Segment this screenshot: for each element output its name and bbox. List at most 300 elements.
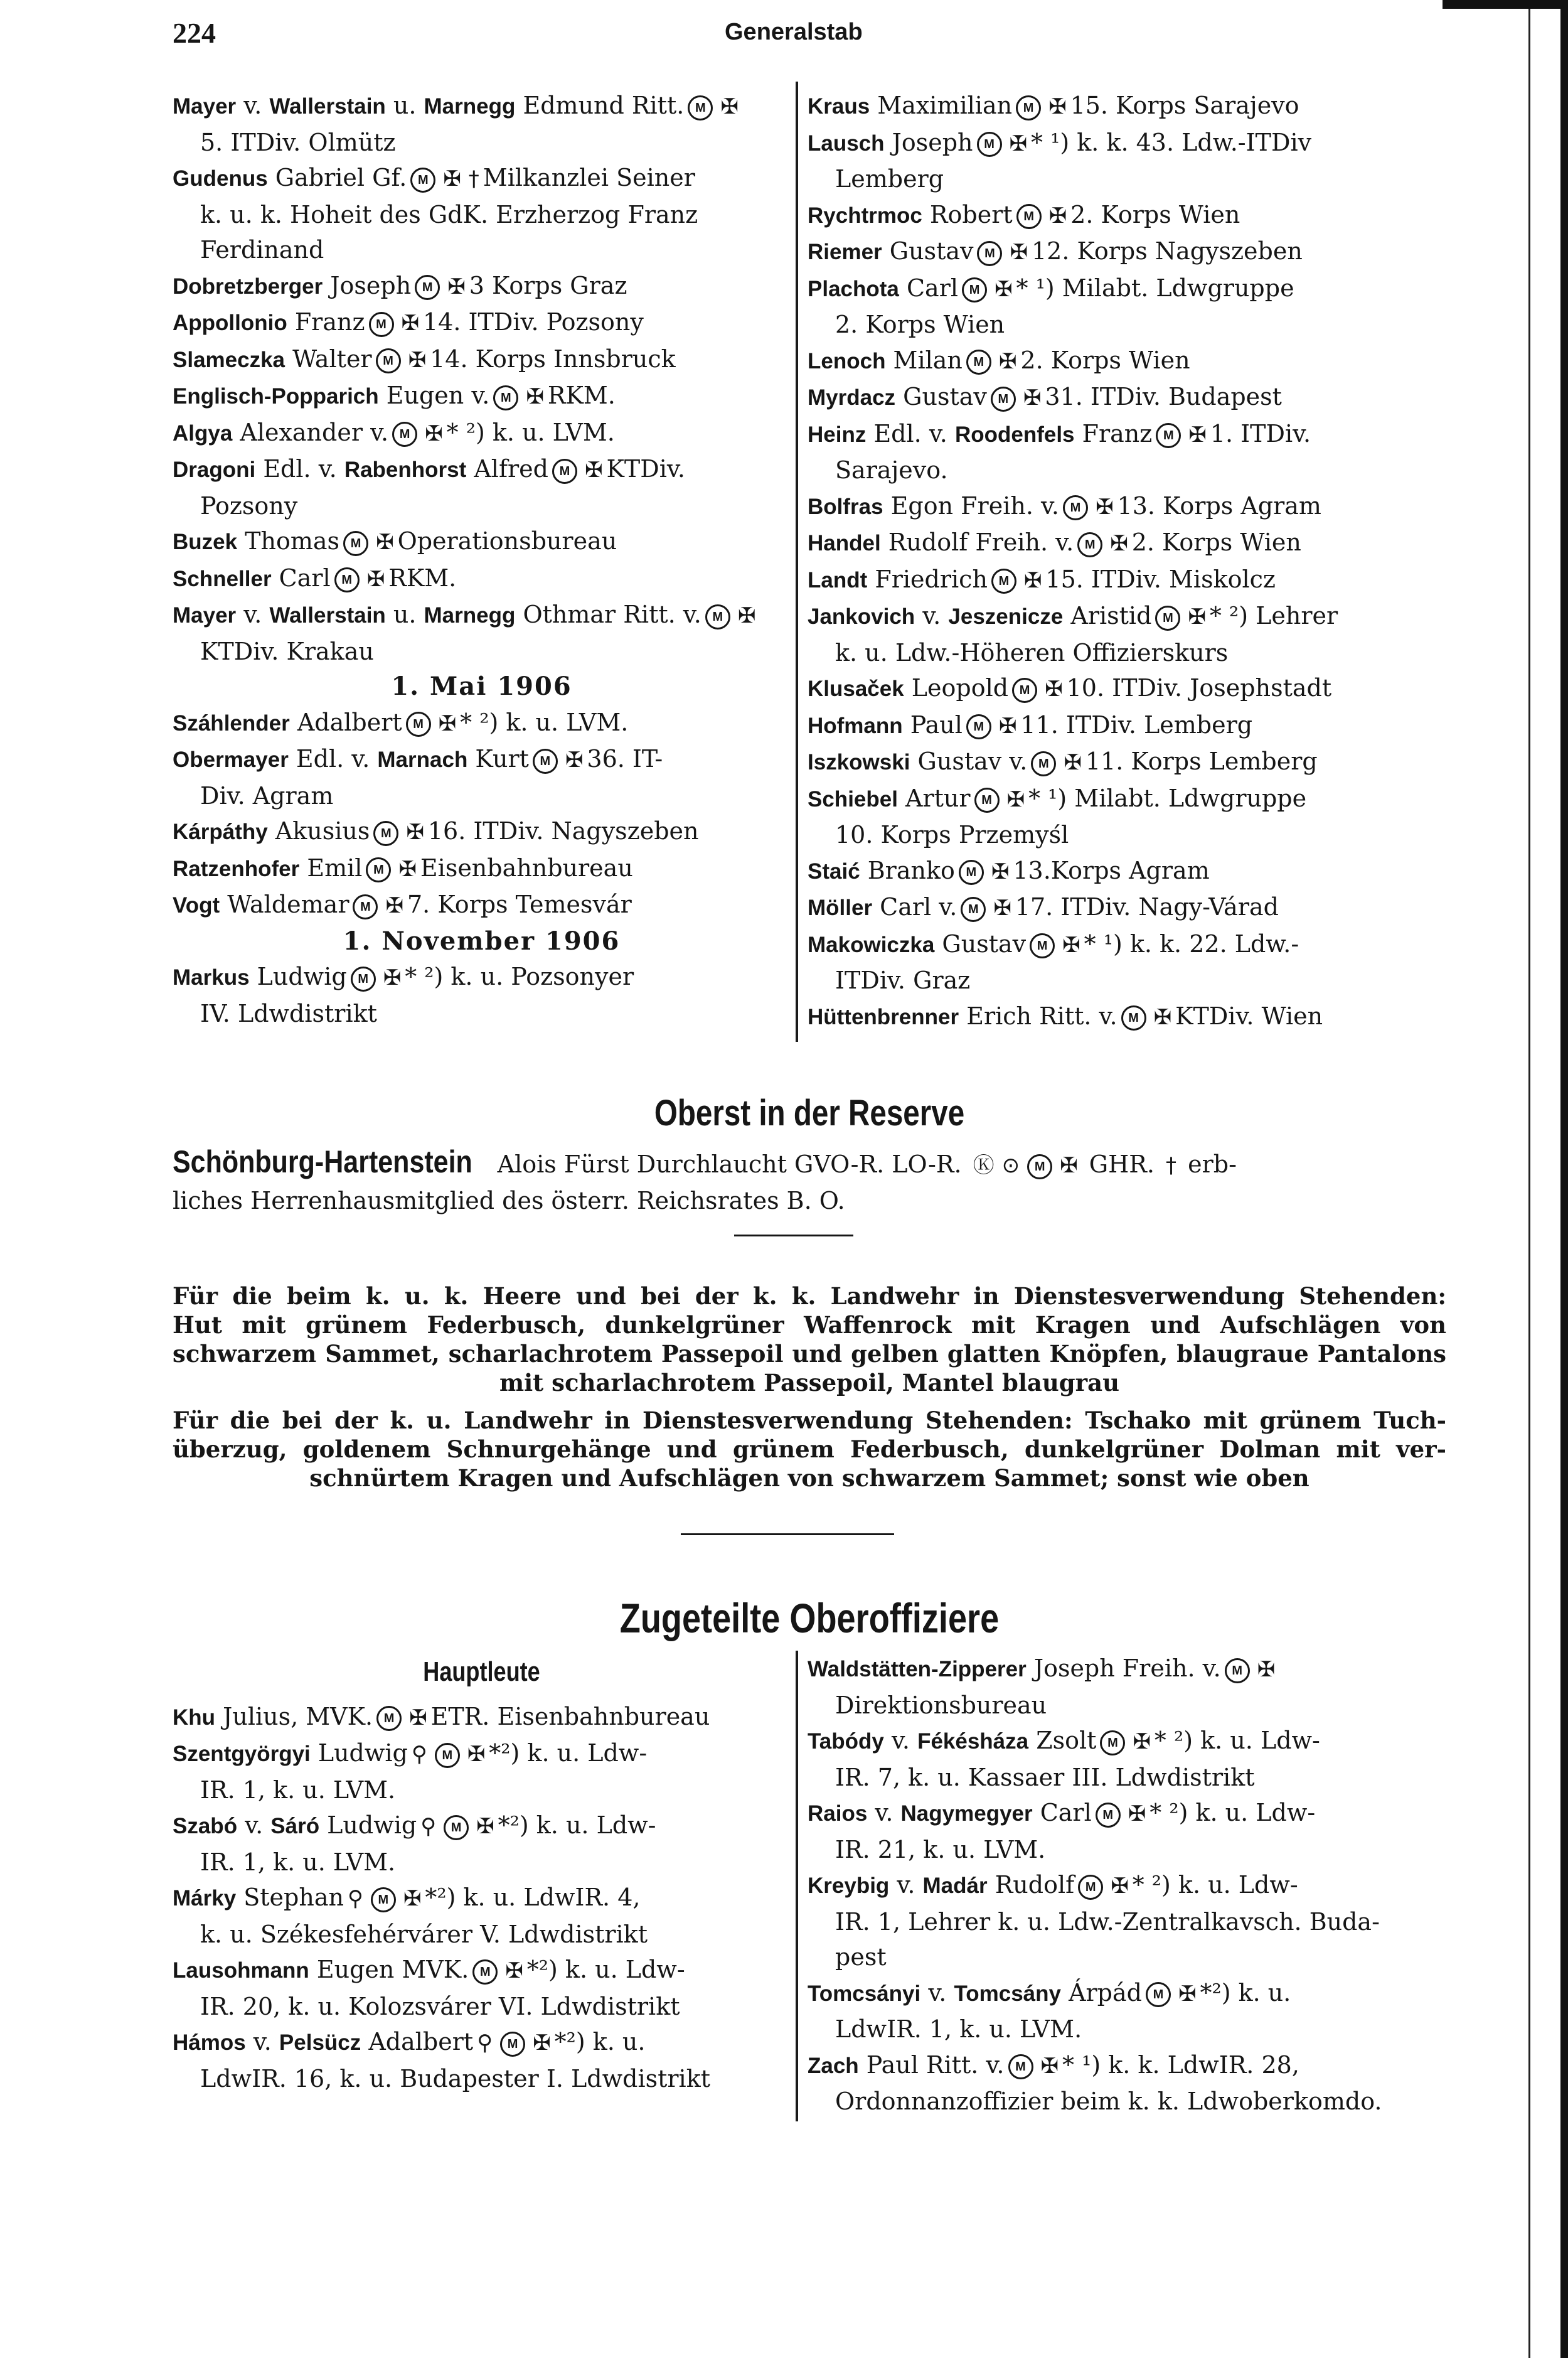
entry-continuation: Lemberg bbox=[835, 165, 944, 193]
given-name: Edl. v. bbox=[866, 419, 955, 447]
reserve-tail: GHR. bbox=[1089, 1150, 1155, 1178]
surname: Makowiczka bbox=[808, 932, 935, 957]
cross-icon: ✠ bbox=[467, 1742, 486, 1767]
given-name: v. bbox=[889, 1871, 923, 1899]
uniform-line: Für die bei der k. u. Landwehr in Dienstesverwendung Stehenden: Tschako mit grünem Tuch- bbox=[173, 1407, 1446, 1434]
assignment: 3 Korps Graz bbox=[469, 271, 627, 299]
surname: Englisch-Popparich bbox=[173, 384, 379, 409]
entry-line bbox=[808, 999, 1435, 1036]
officer-entry bbox=[808, 562, 1435, 599]
assignment: RKM. bbox=[388, 564, 457, 592]
assignment: 11. ITDiv. Lemberg bbox=[1020, 710, 1253, 739]
medal-icon: M bbox=[369, 312, 394, 337]
medal-icon: M bbox=[392, 422, 417, 447]
cross-icon: ✠ bbox=[1010, 240, 1028, 265]
surname: Ratzenhofer bbox=[173, 856, 300, 881]
cross-icon: ✠ bbox=[1111, 1873, 1129, 1899]
entry-continuation: pest bbox=[835, 1943, 887, 1971]
surname: Szentgyörgyi bbox=[173, 1742, 311, 1766]
officer-entry bbox=[808, 125, 1435, 197]
entry-line bbox=[808, 707, 1435, 744]
medal-icon: M bbox=[500, 2032, 525, 2057]
given-name: Adalbert bbox=[289, 708, 402, 736]
assignment: 13. Korps Agram bbox=[1117, 491, 1321, 520]
given-name: v. bbox=[915, 602, 949, 630]
assignment: Milkanzlei Seiner bbox=[483, 164, 695, 191]
uniform-paragraph-2 bbox=[173, 1406, 1446, 1493]
reserve-entry bbox=[173, 1144, 1446, 1219]
entry-continuation: k. u. k. Hoheit des GdK. Erzherzog Franz bbox=[200, 200, 698, 228]
assignment: 10. ITDiv. Josephstadt bbox=[1066, 674, 1332, 702]
entry-continuation: IR. 1, k. u. LVM. bbox=[200, 1848, 396, 1876]
given-name: Maximilian bbox=[870, 92, 1013, 119]
medal-icon: M bbox=[1146, 1982, 1171, 2007]
officer-entry bbox=[808, 88, 1435, 125]
cross-icon: ✠ bbox=[737, 603, 756, 628]
surname: Raios bbox=[808, 1801, 868, 1826]
surname: Waldstätten-Zipperer bbox=[808, 1657, 1027, 1681]
cross-icon: ✠ bbox=[526, 384, 544, 409]
surname: Gudenus bbox=[173, 166, 268, 191]
medal-icon: M bbox=[977, 241, 1002, 266]
ring-icon: ⚲ bbox=[477, 2030, 493, 2055]
cross-icon: ✠ bbox=[443, 166, 461, 191]
scan-edge-right bbox=[1560, 0, 1568, 2358]
cross-icon: ✠ bbox=[1023, 385, 1042, 410]
given-name: Waldemar bbox=[220, 891, 349, 918]
entry-line bbox=[808, 670, 1435, 707]
medal-icon: M bbox=[1063, 495, 1088, 520]
assignment: 15. ITDiv. Miskolcz bbox=[1045, 565, 1276, 593]
assignment: 16. ITDiv. Nagyszeben bbox=[427, 817, 699, 845]
officer-entry bbox=[173, 451, 791, 523]
surname: Obermayer bbox=[173, 748, 289, 772]
running-head bbox=[173, 16, 1490, 54]
medal-icon: M bbox=[705, 604, 730, 630]
surname: Schiebel bbox=[808, 786, 898, 812]
cross-icon: ✠ bbox=[403, 1886, 422, 1911]
given-name: Robert bbox=[922, 200, 1013, 228]
cross-icon: ✠ bbox=[1048, 203, 1067, 228]
medal-icon: M bbox=[444, 1815, 469, 1840]
given-name: Kurt bbox=[467, 745, 529, 773]
surname-part: Fékésháza bbox=[917, 1729, 1029, 1754]
surname: Hüttenbrenner bbox=[808, 1004, 959, 1029]
officer-entry bbox=[173, 850, 791, 887]
section-rule-short bbox=[734, 1235, 853, 1236]
officer-entry bbox=[808, 1975, 1435, 2047]
entry-continuation: IR. 21, k. u. LVM. bbox=[835, 1835, 1046, 1863]
entry-line bbox=[173, 813, 791, 850]
cross-icon: ✠ bbox=[585, 458, 603, 483]
assignment: 1. ITDiv. bbox=[1210, 419, 1311, 447]
reserve-rest: Alois Fürst Durchlaucht GVO-R. LO-R. bbox=[489, 1150, 962, 1178]
uniform-line: Für die beim k. u. k. Heere und bei der k. k. Landwehr in Dienstesverwendung Stehenden: bbox=[173, 1282, 1446, 1310]
entry-line bbox=[808, 343, 1435, 380]
surname: Klusaček bbox=[808, 677, 904, 701]
surname-part: Sáró bbox=[270, 1814, 320, 1838]
entry-line bbox=[808, 416, 1435, 453]
medal-icon: M bbox=[974, 788, 1000, 813]
entry-continuation: Direktionsbureau bbox=[835, 1691, 1047, 1719]
cross-icon: ✠ bbox=[1064, 750, 1082, 775]
entry-continuation: ITDiv. Graz bbox=[835, 967, 971, 994]
surname: Algya bbox=[173, 421, 233, 446]
assignment: *²) k. u. Ldw- bbox=[489, 1739, 648, 1767]
assignment: 36. IT- bbox=[587, 745, 663, 773]
assignment: 31. ITDiv. Budapest bbox=[1045, 383, 1282, 410]
cross-icon: ✠ bbox=[998, 348, 1017, 374]
date-heading: 1. November 1906 bbox=[343, 926, 621, 956]
surname: Dobretzberger bbox=[173, 274, 323, 299]
surname: Schneller bbox=[173, 566, 272, 591]
given-name: v. bbox=[867, 1799, 901, 1826]
given-name: Emil bbox=[299, 854, 363, 882]
zugeteilte-left-column bbox=[173, 1644, 791, 2096]
given-name: Eugen v. bbox=[378, 382, 490, 409]
assignment: * ²) k. u. Pozsonyer bbox=[405, 963, 634, 990]
medal-icon: M bbox=[351, 967, 376, 992]
given-name: Alexander v. bbox=[232, 418, 389, 446]
medal-icon: M bbox=[343, 531, 368, 556]
entry-line bbox=[808, 562, 1435, 599]
medal-icon: M bbox=[1078, 1875, 1103, 1900]
given-name: Joseph bbox=[884, 128, 973, 156]
assignment: * ²) Lehrer bbox=[1209, 602, 1338, 630]
cross-icon: ✠ bbox=[1009, 131, 1028, 156]
surname: Landt bbox=[808, 567, 868, 592]
assignment: * ¹) Milabt. Ldwgruppe bbox=[1028, 784, 1307, 812]
medal-icon: M bbox=[373, 821, 398, 846]
assignment: RKM. bbox=[547, 382, 616, 409]
given-name: Árpád bbox=[1060, 1978, 1142, 2007]
cross-icon: ✠ bbox=[1048, 94, 1067, 119]
surname: Dragoni bbox=[173, 458, 256, 482]
given-name: Rudolf Freih. v. bbox=[880, 528, 1074, 556]
surname: Slameczka bbox=[173, 347, 285, 372]
entry-continuation: IR. 20, k. u. Kolozsvárer VI. Ldwdistrikt bbox=[200, 1992, 680, 2020]
entry-continuation: Div. Agram bbox=[200, 781, 334, 810]
surname: Myrdacz bbox=[808, 385, 896, 410]
cross-icon: ✠ bbox=[401, 311, 419, 336]
dagger-icon: † bbox=[468, 166, 479, 191]
medal-icon: M bbox=[366, 857, 391, 882]
assignment: * ¹) Milabt. Ldwgruppe bbox=[1016, 274, 1294, 302]
given-name: Alfred bbox=[466, 455, 548, 483]
cross-icon: ✠ bbox=[425, 421, 443, 446]
officer-entry bbox=[173, 741, 791, 813]
surname: Szabó bbox=[173, 1814, 238, 1838]
medal-icon: M bbox=[1016, 204, 1042, 229]
given-name: Rudolf bbox=[987, 1871, 1075, 1899]
given-name: Othmar Ritt. v. bbox=[515, 601, 701, 628]
given-name: Edmund Ritt. bbox=[515, 92, 685, 119]
entry-line bbox=[173, 1808, 791, 1845]
connector: u. bbox=[385, 601, 424, 628]
given-name: Leopold bbox=[904, 674, 1009, 702]
entry-continuation: 2. Korps Wien bbox=[835, 311, 1005, 338]
cross-icon: ✠ bbox=[1110, 531, 1128, 556]
surname: Staić bbox=[808, 859, 860, 884]
officer-entry bbox=[173, 597, 791, 669]
scan-edge-top bbox=[1443, 0, 1568, 9]
medal-icon: M bbox=[1030, 933, 1055, 958]
entry-line bbox=[808, 488, 1435, 525]
entry-continuation: LdwIR. 1, k. u. LVM. bbox=[835, 2015, 1082, 2043]
entry-line bbox=[173, 560, 791, 598]
given-name: Edl. v. bbox=[288, 745, 378, 773]
entry-continuation: IR. 1, k. u. LVM. bbox=[200, 1776, 396, 1804]
given-name: Julius, MVK. bbox=[215, 1702, 373, 1730]
officer-entry bbox=[808, 525, 1435, 562]
assignment: 13.Korps Agram bbox=[1013, 856, 1210, 884]
medal-icon: M bbox=[977, 132, 1002, 157]
assignment: * ¹) k. k. 22. Ldw.- bbox=[1084, 930, 1299, 958]
given-name: Gustav bbox=[934, 930, 1027, 958]
given-name: Zsolt bbox=[1028, 1727, 1097, 1754]
surname: Lausohmann bbox=[173, 1958, 309, 1983]
surname: Zach bbox=[808, 2053, 859, 2078]
officer-entry bbox=[808, 343, 1435, 380]
cross-icon: ✠ bbox=[1096, 494, 1114, 520]
officer-entry bbox=[808, 670, 1435, 707]
reserve-tail2: erb- bbox=[1188, 1150, 1237, 1178]
entry-line bbox=[173, 850, 791, 887]
connector: v. bbox=[236, 92, 270, 119]
medal-icon: M bbox=[966, 714, 991, 739]
surname-part: Pelsücz bbox=[279, 2030, 361, 2055]
assignment: *²) k. u. bbox=[554, 2028, 646, 2055]
date-heading: 1. Mai 1906 bbox=[391, 672, 572, 701]
medal-icon: M bbox=[1031, 751, 1056, 776]
medal-icon: M bbox=[1077, 532, 1102, 557]
surname: Riemer bbox=[808, 240, 882, 264]
zugeteilte-right-column bbox=[808, 1651, 1435, 2120]
given-name: Carl bbox=[271, 564, 331, 592]
entry-line bbox=[173, 2024, 791, 2061]
officer-entry bbox=[808, 379, 1435, 416]
assignment: 2. Korps Wien bbox=[1020, 346, 1190, 374]
officer-entry bbox=[808, 598, 1435, 670]
surname-part: Marnach bbox=[377, 748, 468, 772]
given-name: Friedrich bbox=[867, 565, 988, 593]
entry-line bbox=[173, 451, 791, 488]
given-name: Adalbert bbox=[361, 2028, 474, 2055]
medal-icon: M bbox=[334, 567, 360, 592]
officer-entry bbox=[808, 1723, 1435, 1795]
uniform-line: Hut mit grünem Federbusch, dunkelgrüner Waffenrock mit Kragen und Aufschlägen von bbox=[173, 1311, 1446, 1339]
medal-icon: M bbox=[1008, 2054, 1033, 2079]
given-name: Artur bbox=[897, 784, 971, 812]
medal-icon: M bbox=[533, 749, 558, 774]
entry-continuation: k. u. Székesfehérvárer V. Ldwdistrikt bbox=[200, 1920, 648, 1948]
medal-icon: M bbox=[406, 712, 431, 737]
officer-entry bbox=[173, 1699, 791, 1736]
cross-icon: ✠ bbox=[438, 710, 457, 736]
given-name: v. bbox=[245, 2028, 279, 2055]
entry-line bbox=[808, 1723, 1435, 1760]
surname: Khu bbox=[173, 1705, 216, 1730]
surname-part: Wallerstain bbox=[269, 603, 386, 628]
officer-entry bbox=[808, 781, 1435, 853]
officer-entry bbox=[173, 304, 791, 341]
given-name: Walter bbox=[285, 345, 372, 373]
given-name: Paul Ritt. v. bbox=[858, 2050, 1005, 2079]
medal-icon: M bbox=[966, 350, 991, 375]
surname: Száhlender bbox=[173, 710, 290, 736]
medal-icon: M bbox=[353, 894, 378, 919]
uniform-line: schwarzem Sammet, scharlachrotem Passepoil und gelben glatten Knöpfen, blaugraue Pantalons bbox=[173, 1340, 1446, 1368]
cross-icon: ✠ bbox=[1133, 1729, 1151, 1754]
entry-continuation: KTDiv. Krakau bbox=[200, 637, 374, 665]
officer-entry bbox=[808, 744, 1435, 781]
entry-line bbox=[808, 781, 1435, 818]
surname: Appollonio bbox=[173, 311, 287, 335]
cross-icon: ✠ bbox=[1045, 677, 1063, 702]
entry-line bbox=[173, 1952, 791, 1989]
assignment: Operationsbureau bbox=[397, 527, 617, 555]
surname-part: Jeszenicze bbox=[948, 604, 1064, 629]
connector: u. bbox=[385, 92, 424, 119]
scan-edge-line bbox=[1528, 9, 1530, 2358]
medal-icon: M bbox=[1155, 606, 1180, 631]
officer-entry bbox=[173, 959, 791, 1031]
officer-entry bbox=[173, 88, 791, 160]
cross-icon: ✠ bbox=[366, 566, 385, 592]
given-name: Carl v. bbox=[872, 893, 957, 921]
assignment: ETR. Eisenbahnbureau bbox=[430, 1702, 710, 1730]
officer-entry bbox=[808, 488, 1435, 525]
medal-icon: M bbox=[1096, 1803, 1121, 1828]
surname: Iszkowski bbox=[808, 750, 910, 774]
medal-icon: M bbox=[1121, 1005, 1146, 1031]
given-name: Franz bbox=[1074, 419, 1153, 447]
entry-line bbox=[173, 415, 791, 452]
assignment: 11. Korps Lemberg bbox=[1085, 748, 1318, 775]
cross-icon: ✠ bbox=[476, 1814, 494, 1839]
entry-line bbox=[173, 88, 791, 125]
assignment: * ²) k. u. Ldw- bbox=[1132, 1871, 1298, 1899]
assignment: * ²) k. u. Ldw- bbox=[1154, 1727, 1320, 1754]
given-name: Erich Ritt. v. bbox=[959, 1002, 1117, 1030]
dagger-icon: † bbox=[1166, 1153, 1177, 1178]
entry-line bbox=[808, 926, 1435, 963]
entry-line bbox=[173, 378, 791, 415]
given-name: v. bbox=[883, 1727, 918, 1754]
reserve-line2: liches Herrenhausmitglied des österr. Reichsrates B. O. bbox=[173, 1187, 845, 1214]
entry-continuation: k. u. Ldw.-Höheren Offizierskurs bbox=[835, 638, 1229, 667]
surname-part: Nagymegyer bbox=[900, 1801, 1033, 1826]
given-name: Edl. v. bbox=[255, 455, 344, 483]
surname: Möller bbox=[808, 896, 873, 920]
officer-entry bbox=[808, 197, 1435, 234]
cross-icon: ✠ bbox=[409, 1705, 427, 1730]
assignment: Eisenbahnbureau bbox=[420, 854, 633, 882]
cross-icon: ✠ bbox=[533, 2030, 551, 2055]
entry-line bbox=[173, 523, 791, 560]
officer-entry bbox=[173, 813, 791, 850]
connector: v. bbox=[236, 601, 270, 628]
cross-icon: ✠ bbox=[1128, 1801, 1146, 1826]
cross-icon: ✠ bbox=[398, 856, 417, 882]
given-name: Carl bbox=[899, 274, 959, 302]
entry-line bbox=[808, 744, 1435, 781]
officer-entry bbox=[173, 378, 791, 415]
officer-entry bbox=[808, 926, 1435, 999]
entry-line bbox=[808, 1975, 1435, 2012]
cross-icon: ✠ bbox=[998, 713, 1017, 739]
officer-entry bbox=[808, 1795, 1435, 1867]
medal-icon: M bbox=[959, 860, 984, 885]
surname: Lenoch bbox=[808, 348, 886, 373]
entry-line bbox=[808, 853, 1435, 890]
cross-icon: ✠ bbox=[385, 893, 403, 918]
entry-line bbox=[808, 233, 1435, 271]
surname-part: Rabenhorst bbox=[344, 458, 467, 482]
given-name: Branko bbox=[860, 856, 955, 884]
medal-icon: M bbox=[1027, 1154, 1052, 1179]
officer-entry bbox=[173, 1880, 791, 1952]
ring-icon: ⚲ bbox=[347, 1886, 363, 1911]
given-name: Thomas bbox=[237, 527, 340, 555]
surname: Rychtrmoc bbox=[808, 203, 922, 228]
entry-continuation: Ferdinand bbox=[200, 236, 324, 264]
surname: Mayer bbox=[173, 94, 237, 119]
officer-entry bbox=[808, 889, 1435, 926]
surname: Mayer bbox=[173, 603, 237, 628]
entry-line bbox=[808, 271, 1435, 308]
medal-icon: M bbox=[1156, 423, 1181, 448]
cross-icon: ✠ bbox=[1178, 1981, 1197, 2007]
officer-entry bbox=[173, 160, 791, 268]
assignment: 12. Korps Nagyszeben bbox=[1031, 237, 1303, 265]
entry-continuation: Ordonnanzoffizier beim k. k. Ldwoberkomdo. bbox=[835, 2087, 1382, 2115]
officer-entry bbox=[808, 707, 1435, 744]
hauptleute-subtitle: Hauptleute bbox=[423, 1656, 540, 1687]
officer-entry bbox=[173, 1808, 791, 1880]
cross-icon: ✠ bbox=[1188, 422, 1207, 447]
entry-line bbox=[808, 88, 1435, 125]
surname: Buzek bbox=[173, 530, 238, 554]
surname: Hámos bbox=[173, 2030, 246, 2055]
cross-icon: ✠ bbox=[1060, 1153, 1078, 1178]
assignment: 7. Korps Temesvár bbox=[407, 891, 632, 918]
medal-icon: M bbox=[962, 277, 987, 303]
entry-continuation: Pozsony bbox=[200, 491, 298, 520]
entry-line bbox=[173, 304, 791, 341]
cross-icon: ✠ bbox=[408, 347, 427, 373]
cross-icon: ✠ bbox=[406, 820, 424, 845]
surname-part: Marnegg bbox=[424, 94, 516, 119]
medal-icon: M bbox=[410, 168, 435, 193]
officer-entry bbox=[808, 2047, 1435, 2120]
entry-line bbox=[808, 598, 1435, 635]
medal-icon: M bbox=[376, 348, 401, 373]
entry-line bbox=[173, 160, 791, 197]
assignment: 14. ITDiv. Pozsony bbox=[423, 308, 644, 336]
medal-icon: M bbox=[376, 1706, 402, 1731]
officer-entry bbox=[173, 523, 791, 560]
entry-line bbox=[173, 341, 791, 378]
officer-entry bbox=[173, 2024, 791, 2096]
page-header-title: Generalstab bbox=[725, 19, 863, 45]
cross-icon: ✠ bbox=[991, 859, 1010, 884]
entry-line bbox=[808, 525, 1435, 562]
given-name: Milan bbox=[885, 346, 963, 374]
assignment: * ¹) k. k. 43. Ldw.-ITDiv bbox=[1031, 128, 1312, 156]
reserve-title: Oberst in der Reserve bbox=[654, 1093, 965, 1133]
assignment: *²) k. u. Ldw- bbox=[526, 1956, 685, 1983]
